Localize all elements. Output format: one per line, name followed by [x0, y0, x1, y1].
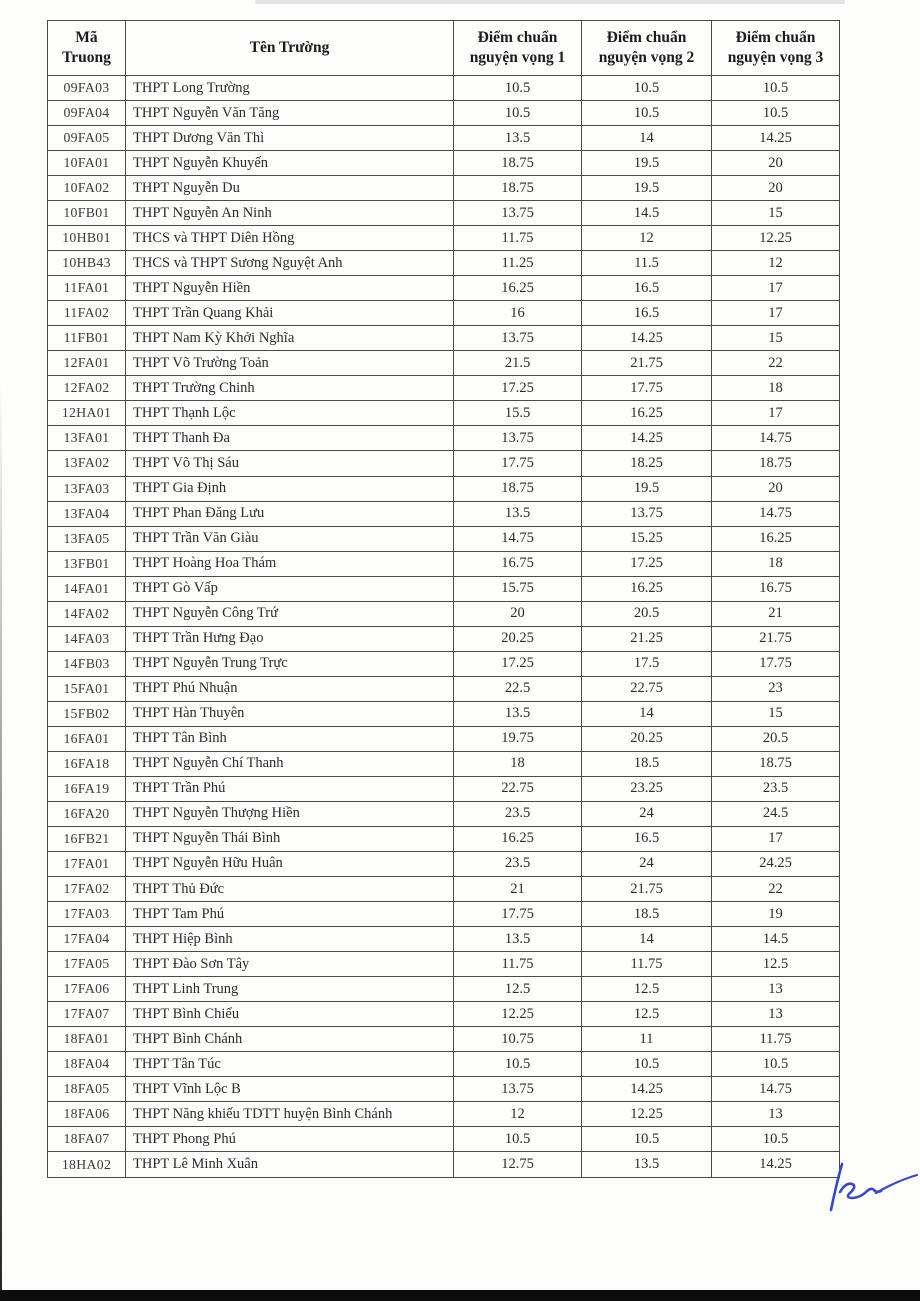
cell-score-nv1: 13.75 [454, 201, 582, 226]
header-row [48, 21, 840, 76]
signature-stroke [876, 1175, 917, 1193]
cell-score-nv3: 10.5 [712, 76, 840, 101]
cell-score-nv2: 20.25 [582, 726, 712, 751]
cell-score-nv2: 18.5 [582, 902, 712, 927]
cell-code: 11FA01 [48, 276, 126, 301]
table-row [48, 551, 840, 576]
cell-score-nv1: 17.75 [454, 451, 582, 476]
table-row [48, 1102, 840, 1127]
table-row [48, 1152, 840, 1178]
cell-code: 16FA01 [48, 726, 126, 751]
cell-school-name: THPT Linh Trung [126, 977, 454, 1002]
column-header-code [48, 21, 126, 76]
cell-code: 14FA02 [48, 601, 126, 626]
table-row [48, 952, 840, 977]
cell-score-nv3: 20 [712, 151, 840, 176]
cell-score-nv3: 17 [712, 401, 840, 426]
cell-score-nv3: 16.75 [712, 576, 840, 601]
cell-score-nv3: 22 [712, 351, 840, 376]
cell-score-nv2: 11.75 [582, 952, 712, 977]
table-row [48, 902, 840, 927]
table-row [48, 626, 840, 651]
cell-score-nv3: 17 [712, 301, 840, 326]
column-header-name [126, 21, 454, 76]
cell-score-nv2: 10.5 [582, 76, 712, 101]
cell-code: 14FA03 [48, 626, 126, 651]
column-header-line: nguyện vọng 3 [727, 49, 824, 66]
cell-score-nv2: 16.5 [582, 276, 712, 301]
cell-score-nv1: 10.5 [454, 1052, 582, 1077]
cell-score-nv3: 13 [712, 1102, 840, 1127]
cell-score-nv1: 12.25 [454, 1002, 582, 1027]
table-row [48, 1052, 840, 1077]
table-row [48, 977, 840, 1002]
cell-school-name: THPT Trần Hưng Đạo [126, 626, 454, 651]
cell-score-nv2: 19.5 [582, 151, 712, 176]
cell-school-name: THPT Thủ Đức [126, 877, 454, 902]
table-row [48, 251, 840, 276]
cell-code: 09FA03 [48, 76, 126, 101]
cell-school-name: THPT Nguyễn Thái Bình [126, 826, 454, 851]
cell-score-nv1: 16.25 [454, 276, 582, 301]
cell-score-nv3: 13 [712, 977, 840, 1002]
cell-code: 17FA01 [48, 851, 126, 876]
table-row [48, 601, 840, 626]
cell-school-name: THPT Đào Sơn Tây [126, 952, 454, 977]
cell-score-nv3: 17.75 [712, 651, 840, 676]
cell-score-nv2: 22.75 [582, 676, 712, 701]
cell-score-nv3: 21.75 [712, 626, 840, 651]
cell-school-name: THPT Vĩnh Lộc B [126, 1077, 454, 1102]
table-row [48, 751, 840, 776]
cell-score-nv1: 14.75 [454, 526, 582, 551]
cell-code: 13FB01 [48, 551, 126, 576]
cell-code: 13FA05 [48, 526, 126, 551]
cell-score-nv1: 18.75 [454, 476, 582, 501]
cell-score-nv1: 12.5 [454, 977, 582, 1002]
cell-score-nv2: 17.75 [582, 376, 712, 401]
cell-score-nv2: 14 [582, 927, 712, 952]
cell-code: 18FA06 [48, 1102, 126, 1127]
cell-score-nv1: 22.5 [454, 676, 582, 701]
cell-school-name: THPT Nguyễn Thượng Hiền [126, 801, 454, 826]
cell-school-name: THPT Long Trường [126, 76, 454, 101]
cell-school-name: THPT Nguyễn Trung Trực [126, 651, 454, 676]
cell-score-nv2: 20.5 [582, 601, 712, 626]
cell-score-nv2: 14.5 [582, 201, 712, 226]
cell-code: 17FA06 [48, 977, 126, 1002]
cell-score-nv2: 17.25 [582, 551, 712, 576]
cell-score-nv3: 10.5 [712, 101, 840, 126]
signature-stroke [831, 1164, 842, 1210]
cell-score-nv1: 23.5 [454, 801, 582, 826]
cell-score-nv1: 11.75 [454, 952, 582, 977]
cell-code: 12HA01 [48, 401, 126, 426]
cell-score-nv2: 24 [582, 851, 712, 876]
cell-score-nv3: 19 [712, 902, 840, 927]
cell-code: 16FA19 [48, 776, 126, 801]
table-row [48, 501, 840, 526]
cell-score-nv3: 23.5 [712, 776, 840, 801]
cell-school-name: THPT Gia Định [126, 476, 454, 501]
cell-score-nv1: 20 [454, 601, 582, 626]
column-header-line: Tên Trường [249, 38, 330, 56]
cell-score-nv3: 13 [712, 1002, 840, 1027]
cell-code: 18FA04 [48, 1052, 126, 1077]
cell-score-nv1: 10.5 [454, 1127, 582, 1152]
cell-school-name: THPT Phong Phú [126, 1127, 454, 1152]
table-row [48, 927, 840, 952]
cell-score-nv2: 14.25 [582, 326, 712, 351]
table-row [48, 126, 840, 151]
cell-score-nv1: 11.75 [454, 226, 582, 251]
column-header-nv1 [454, 21, 582, 76]
table-row [48, 801, 840, 826]
column-header-line: Mã [75, 28, 98, 46]
cell-score-nv2: 16.25 [582, 576, 712, 601]
cell-score-nv1: 23.5 [454, 851, 582, 876]
cell-code: 10FA01 [48, 151, 126, 176]
cell-score-nv2: 13.5 [582, 1152, 712, 1178]
cell-score-nv3: 10.5 [712, 1052, 840, 1077]
cell-score-nv1: 13.5 [454, 126, 582, 151]
cell-school-name: THPT Lê Minh Xuân [126, 1152, 454, 1178]
cell-score-nv2: 10.5 [582, 1127, 712, 1152]
table-row [48, 326, 840, 351]
cell-code: 09FA05 [48, 126, 126, 151]
cell-score-nv3: 21 [712, 601, 840, 626]
cell-score-nv3: 24.25 [712, 851, 840, 876]
cell-score-nv3: 15 [712, 326, 840, 351]
cell-code: 17FA04 [48, 927, 126, 952]
cell-school-name: THPT Thạnh Lộc [126, 401, 454, 426]
cell-code: 18FA05 [48, 1077, 126, 1102]
cell-score-nv2: 14.25 [582, 1077, 712, 1102]
cell-school-name: THPT Tân Bình [126, 726, 454, 751]
table-row [48, 426, 840, 451]
cell-score-nv3: 14.75 [712, 426, 840, 451]
cell-score-nv1: 17.25 [454, 651, 582, 676]
cell-score-nv2: 13.75 [582, 501, 712, 526]
cell-score-nv1: 22.75 [454, 776, 582, 801]
cell-score-nv1: 21.5 [454, 351, 582, 376]
cell-score-nv1: 13.75 [454, 326, 582, 351]
table-row [48, 476, 840, 501]
cell-score-nv1: 16 [454, 301, 582, 326]
cell-score-nv2: 19.5 [582, 476, 712, 501]
table-row [48, 301, 840, 326]
cell-code: 17FA03 [48, 902, 126, 927]
cell-code: 10HB01 [48, 226, 126, 251]
cell-code: 16FA20 [48, 801, 126, 826]
cell-score-nv1: 12.75 [454, 1152, 582, 1178]
cell-score-nv2: 18.5 [582, 751, 712, 776]
table-row [48, 276, 840, 301]
cell-score-nv1: 10.5 [454, 101, 582, 126]
cell-score-nv3: 14.75 [712, 501, 840, 526]
cell-score-nv1: 18.75 [454, 176, 582, 201]
cell-score-nv2: 14.25 [582, 426, 712, 451]
cell-score-nv1: 13.5 [454, 927, 582, 952]
cell-code: 13FA04 [48, 501, 126, 526]
cell-school-name: THPT Hiệp Bình [126, 927, 454, 952]
table-row [48, 1027, 840, 1052]
table-row [48, 701, 840, 726]
cell-score-nv3: 17 [712, 826, 840, 851]
table-row [48, 401, 840, 426]
column-header-line: Điểm chuẩn [477, 28, 558, 46]
table-body [48, 76, 840, 1178]
cell-score-nv3: 14.25 [712, 126, 840, 151]
cell-school-name: THPT Nguyễn Công Trứ [126, 601, 454, 626]
cell-score-nv3: 14.5 [712, 927, 840, 952]
cell-score-nv3: 11.75 [712, 1027, 840, 1052]
cell-score-nv2: 21.75 [582, 877, 712, 902]
cell-school-name: THCS và THPT Diên Hồng [126, 226, 454, 251]
cell-school-name: THPT Trần Văn Giàu [126, 526, 454, 551]
cell-score-nv3: 22 [712, 877, 840, 902]
table-row [48, 776, 840, 801]
table-row [48, 851, 840, 876]
table-row [48, 201, 840, 226]
cell-score-nv3: 14.75 [712, 1077, 840, 1102]
scores-table [47, 20, 840, 1178]
cell-score-nv3: 23 [712, 676, 840, 701]
cell-code: 18FA07 [48, 1127, 126, 1152]
column-header-line: Điểm chuẩn [606, 28, 687, 46]
cell-code: 17FA07 [48, 1002, 126, 1027]
cell-school-name: THPT Nguyễn Hữu Huân [126, 851, 454, 876]
cell-score-nv2: 24 [582, 801, 712, 826]
cell-score-nv1: 13.75 [454, 1077, 582, 1102]
cell-score-nv1: 10.75 [454, 1027, 582, 1052]
cell-code: 18HA02 [48, 1152, 126, 1178]
cell-score-nv2: 16.5 [582, 826, 712, 851]
cell-score-nv2: 11 [582, 1027, 712, 1052]
cell-score-nv2: 14 [582, 126, 712, 151]
table-row [48, 376, 840, 401]
cell-code: 12FA01 [48, 351, 126, 376]
table-row [48, 451, 840, 476]
cell-score-nv1: 19.75 [454, 726, 582, 751]
cell-score-nv1: 17.75 [454, 902, 582, 927]
table-header [48, 21, 840, 76]
table-row [48, 526, 840, 551]
column-header-line: Truong [62, 49, 111, 66]
table-row [48, 76, 840, 101]
cell-score-nv2: 12.5 [582, 1002, 712, 1027]
cell-code: 16FB21 [48, 826, 126, 851]
cell-score-nv3: 12 [712, 251, 840, 276]
cell-score-nv3: 10.5 [712, 1127, 840, 1152]
table-row [48, 226, 840, 251]
table-row [48, 726, 840, 751]
cell-score-nv1: 21 [454, 877, 582, 902]
cell-school-name: THPT Trường Chinh [126, 376, 454, 401]
cell-school-name: THPT Nguyễn Khuyến [126, 151, 454, 176]
cell-school-name: THPT Nguyễn Văn Tăng [126, 101, 454, 126]
cell-score-nv1: 16.25 [454, 826, 582, 851]
column-header-nv3 [712, 21, 840, 76]
cell-score-nv1: 17.25 [454, 376, 582, 401]
cell-score-nv2: 23.25 [582, 776, 712, 801]
cell-school-name: THCS và THPT Sương Nguyệt Anh [126, 251, 454, 276]
cell-school-name: THPT Tân Túc [126, 1052, 454, 1077]
cell-school-name: THPT Bình Chiểu [126, 1002, 454, 1027]
cell-school-name: THPT Gò Vấp [126, 576, 454, 601]
table-row [48, 877, 840, 902]
cell-school-name: THPT Trần Quang Khải [126, 301, 454, 326]
cell-code: 09FA04 [48, 101, 126, 126]
cell-score-nv3: 20 [712, 176, 840, 201]
cell-code: 17FA05 [48, 952, 126, 977]
table-row [48, 176, 840, 201]
cell-school-name: THPT Hàn Thuyên [126, 701, 454, 726]
cell-score-nv2: 12.25 [582, 1102, 712, 1127]
cell-score-nv3: 24.5 [712, 801, 840, 826]
column-header-line: nguyện vọng 2 [598, 49, 695, 66]
cell-score-nv2: 14 [582, 701, 712, 726]
scan-left-edge [0, 380, 2, 1291]
cell-score-nv1: 13.5 [454, 701, 582, 726]
cell-score-nv1: 18 [454, 751, 582, 776]
cell-score-nv2: 19.5 [582, 176, 712, 201]
cell-score-nv2: 12.5 [582, 977, 712, 1002]
table-row [48, 676, 840, 701]
table-row [48, 826, 840, 851]
signature-stroke [840, 1184, 881, 1198]
cell-school-name: THPT Võ Trường Toản [126, 351, 454, 376]
cell-code: 11FB01 [48, 326, 126, 351]
cell-score-nv1: 13.5 [454, 501, 582, 526]
cell-score-nv1: 18.75 [454, 151, 582, 176]
cell-score-nv2: 21.25 [582, 626, 712, 651]
cell-score-nv1: 20.25 [454, 626, 582, 651]
cell-score-nv2: 17.5 [582, 651, 712, 676]
cell-score-nv1: 15.75 [454, 576, 582, 601]
cell-code: 17FA02 [48, 877, 126, 902]
cell-score-nv3: 20 [712, 476, 840, 501]
cell-score-nv1: 16.75 [454, 551, 582, 576]
cell-school-name: THPT Thanh Đa [126, 426, 454, 451]
table-row [48, 1002, 840, 1027]
cell-code: 13FA03 [48, 476, 126, 501]
cell-score-nv2: 10.5 [582, 1052, 712, 1077]
table-row [48, 651, 840, 676]
column-header-line: nguyện vọng 1 [469, 49, 566, 66]
cell-score-nv1: 12 [454, 1102, 582, 1127]
cell-code: 10FA02 [48, 176, 126, 201]
scan-bottom-bar [0, 1290, 920, 1301]
cell-score-nv2: 21.75 [582, 351, 712, 376]
cell-code: 15FB02 [48, 701, 126, 726]
table-row [48, 151, 840, 176]
cell-score-nv3: 17 [712, 276, 840, 301]
cell-code: 14FA01 [48, 576, 126, 601]
cell-score-nv1: 15.5 [454, 401, 582, 426]
cell-school-name: THPT Bình Chánh [126, 1027, 454, 1052]
cell-school-name: THPT Phú Nhuận [126, 676, 454, 701]
column-header-nv2 [582, 21, 712, 76]
cell-school-name: THPT Nguyễn Hiền [126, 276, 454, 301]
cell-score-nv3: 15 [712, 701, 840, 726]
cell-code: 16FA18 [48, 751, 126, 776]
cell-school-name: THPT Nguyễn An Ninh [126, 201, 454, 226]
cell-score-nv2: 16.25 [582, 401, 712, 426]
table-row [48, 1077, 840, 1102]
cell-score-nv3: 18.75 [712, 451, 840, 476]
cell-school-name: THPT Năng khiếu TDTT huyện Bình Chánh [126, 1102, 454, 1127]
signature-ink [820, 1154, 920, 1216]
cell-score-nv3: 15 [712, 201, 840, 226]
cell-score-nv3: 18 [712, 551, 840, 576]
scan-artifact-top [255, 0, 845, 4]
cell-score-nv2: 11.5 [582, 251, 712, 276]
cell-code: 10FB01 [48, 201, 126, 226]
cell-score-nv1: 11.25 [454, 251, 582, 276]
cell-school-name: THPT Võ Thị Sáu [126, 451, 454, 476]
cell-school-name: THPT Tam Phú [126, 902, 454, 927]
cell-score-nv3: 18 [712, 376, 840, 401]
cell-code: 11FA02 [48, 301, 126, 326]
cell-school-name: THPT Nam Kỳ Khởi Nghĩa [126, 326, 454, 351]
cell-code: 15FA01 [48, 676, 126, 701]
cell-score-nv3: 16.25 [712, 526, 840, 551]
cell-score-nv2: 16.5 [582, 301, 712, 326]
cell-score-nv3: 12.5 [712, 952, 840, 977]
cell-score-nv2: 18.25 [582, 451, 712, 476]
table-row [48, 351, 840, 376]
table-row [48, 576, 840, 601]
cell-score-nv3: 18.75 [712, 751, 840, 776]
table-row [48, 101, 840, 126]
cell-school-name: THPT Phan Đăng Lưu [126, 501, 454, 526]
cell-school-name: THPT Trần Phú [126, 776, 454, 801]
cell-score-nv2: 10.5 [582, 101, 712, 126]
column-header-line: Điểm chuẩn [735, 28, 816, 46]
cell-score-nv3: 20.5 [712, 726, 840, 751]
cell-code: 10HB43 [48, 251, 126, 276]
cell-school-name: THPT Dương Văn Thì [126, 126, 454, 151]
cell-score-nv2: 15.25 [582, 526, 712, 551]
table-row [48, 1127, 840, 1152]
cell-code: 13FA01 [48, 426, 126, 451]
cell-score-nv2: 12 [582, 226, 712, 251]
cell-code: 13FA02 [48, 451, 126, 476]
cell-score-nv1: 13.75 [454, 426, 582, 451]
cell-code: 18FA01 [48, 1027, 126, 1052]
cell-school-name: THPT Nguyễn Chí Thanh [126, 751, 454, 776]
cell-score-nv1: 10.5 [454, 76, 582, 101]
cell-school-name: THPT Nguyễn Du [126, 176, 454, 201]
cell-code: 14FB03 [48, 651, 126, 676]
cell-score-nv3: 12.25 [712, 226, 840, 251]
cell-code: 12FA02 [48, 376, 126, 401]
cell-score-nv3: 14.25 [712, 1152, 840, 1178]
cell-school-name: THPT Hoàng Hoa Thám [126, 551, 454, 576]
